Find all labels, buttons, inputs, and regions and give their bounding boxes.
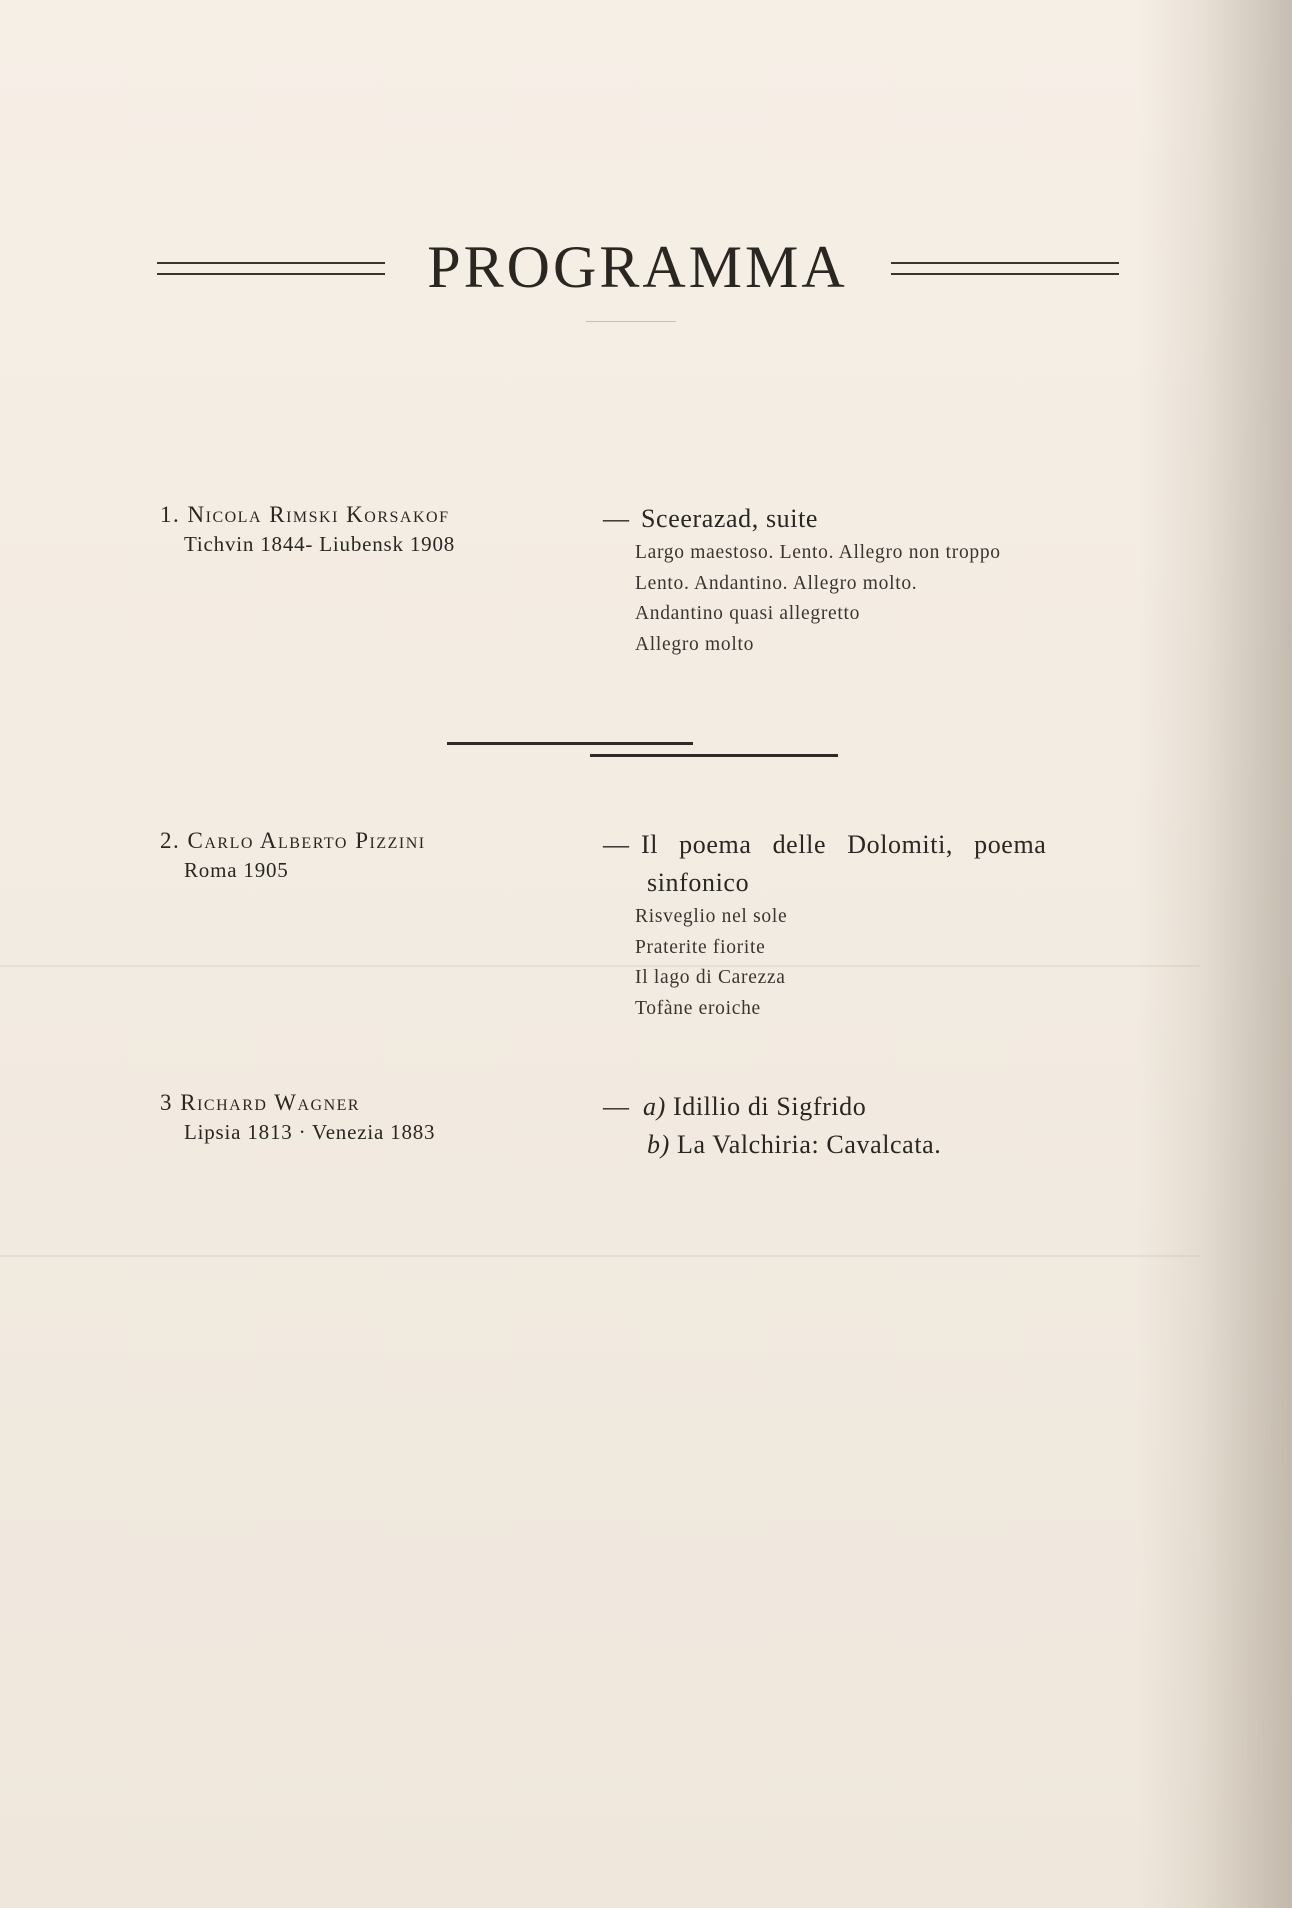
item-mark: b): [647, 1130, 670, 1159]
composer-block: [160, 826, 580, 884]
entry-number: 3: [160, 1090, 173, 1115]
dash: —: [603, 1092, 630, 1121]
entry-number: 2.: [160, 828, 181, 853]
movement-item: Andantino quasi allegretto: [635, 603, 861, 624]
work-block: [603, 500, 1125, 660]
item-text: Idillio di Sigfrido: [672, 1092, 867, 1121]
page-title: PROGRAMMA: [427, 234, 848, 300]
composer-name-line: [160, 1088, 580, 1118]
work-block: [603, 1088, 1125, 1164]
work-block: [603, 826, 1125, 1024]
composer-name: Carlo Alberto Pizzini: [187, 828, 426, 853]
movement-item: Lento. Andantino. Allegro molto.: [635, 572, 918, 594]
dash: —: [603, 504, 630, 533]
title-underline-tick: [586, 321, 676, 322]
item-text: La Valchiria: Cavalcata.: [676, 1130, 942, 1159]
work-title-line: [603, 826, 1125, 864]
composer-name-line: [160, 826, 580, 856]
work-title-line: [603, 500, 1125, 538]
composer-block: [160, 500, 580, 558]
section-separator-lower: [590, 754, 838, 757]
work-title-continuation: sinfonico: [647, 868, 750, 897]
entry-number: 1.: [160, 502, 181, 527]
work-item: [603, 1088, 1125, 1126]
work-title: Sceerazad, suite: [641, 504, 819, 533]
movement-item: Largo maestoso. Lento. Allegro non troppo: [635, 542, 1001, 563]
composer-dates: Roma 1905: [184, 858, 289, 882]
title-row: [155, 232, 1120, 302]
composer-name-line: [160, 500, 580, 530]
title-rule-right: [891, 262, 1119, 275]
work-item: [603, 1126, 1125, 1164]
composer-dates: Tichvin 1844- Liubensk 1908: [184, 532, 456, 556]
item-mark: a): [643, 1092, 666, 1121]
movement-item: Tofàne eroiche: [635, 997, 761, 1019]
movement-item: Allegro molto: [635, 633, 755, 655]
composer-name: Nicola Rimski Korsakof: [187, 502, 450, 527]
dash: —: [603, 830, 630, 859]
composer-block: [160, 1088, 580, 1146]
work-title: Il poema delle Dolomiti, poema: [641, 830, 1047, 859]
paper-fold: [0, 1255, 1200, 1257]
composer-dates: Lipsia 1813 · Venezia 1883: [184, 1120, 436, 1144]
movement-item: Praterite fiorite: [635, 936, 766, 958]
composer-name: Richard Wagner: [180, 1090, 361, 1115]
movement-item: Risveglio nel sole: [635, 906, 788, 927]
section-separator-upper: [447, 742, 693, 745]
movement-item: Il lago di Carezza: [635, 967, 786, 988]
